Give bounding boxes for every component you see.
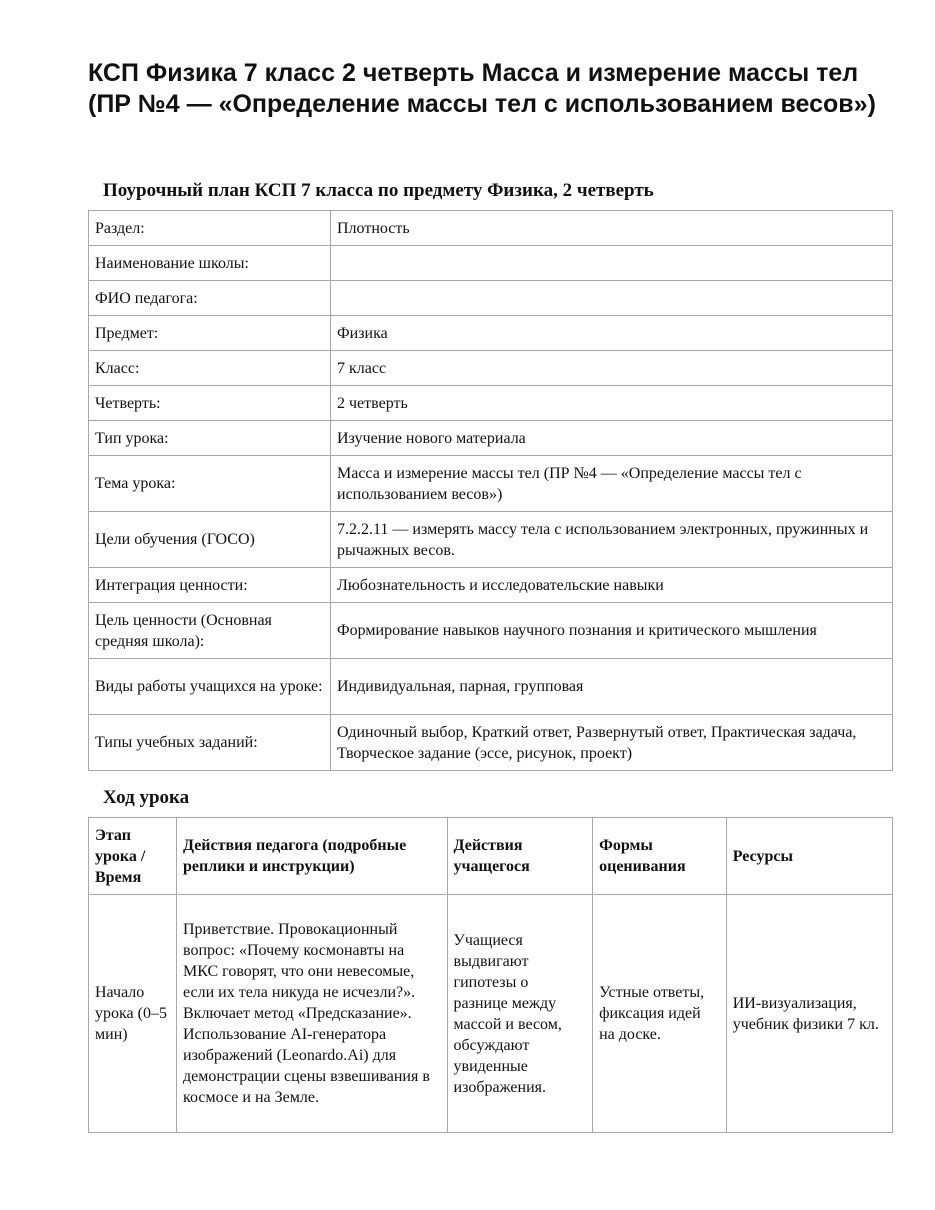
- info-value: Формирование навыков научного познания и критического мышления: [331, 603, 893, 659]
- info-row-teacher: [89, 281, 893, 316]
- info-value: Индивидуальная, парная, групповая: [331, 659, 893, 715]
- info-value: [331, 246, 893, 281]
- info-row-section: [89, 211, 893, 246]
- lesson-table-header-row: [89, 818, 893, 895]
- info-row-quarter: [89, 386, 893, 421]
- info-value: [331, 281, 893, 316]
- column-header-stage: Этап урока / Время: [89, 818, 177, 895]
- info-label: Тема урока:: [89, 456, 331, 512]
- info-row-value-goal: [89, 603, 893, 659]
- info-value: Масса и измерение массы тел (ПР №4 — «Определение массы тел с использованием весов»): [331, 456, 893, 512]
- info-value: Плотность: [331, 211, 893, 246]
- info-row-work-types: [89, 659, 893, 715]
- info-label: ФИО педагога:: [89, 281, 331, 316]
- info-label: Цели обучения (ГОСО): [89, 512, 331, 568]
- lesson-info-table: [88, 210, 893, 771]
- info-label: Четверть:: [89, 386, 331, 421]
- info-row-subject: [89, 316, 893, 351]
- stage-cell: Начало урока (0–5 мин): [89, 895, 177, 1133]
- info-row-task-types: [89, 715, 893, 771]
- info-value: 2 четверть: [331, 386, 893, 421]
- info-label: Наименование школы:: [89, 246, 331, 281]
- info-value: 7.2.2.11 — измерять массу тела с использованием электронных, пружинных и рычажных весов.: [331, 512, 893, 568]
- lesson-progress-heading: Ход урока: [103, 787, 190, 808]
- teacher-actions-cell: Приветствие. Провокационный вопрос: «Почему космонавты на МКС говорят, что они невесомые, если их тела никуда не исчезли?». Включает метод «Предсказание». Использование AI-генератора изображений (Leonardo.Ai) для демонстрации сцены взвешивания в космосе и на Земле.: [177, 895, 448, 1133]
- info-label: Тип урока:: [89, 421, 331, 456]
- lesson-progress-table: [88, 817, 893, 1133]
- info-row-lesson-type: [89, 421, 893, 456]
- info-row-learning-goals: [89, 512, 893, 568]
- info-value: Физика: [331, 316, 893, 351]
- info-label: Интеграция ценности:: [89, 568, 331, 603]
- column-header-student-actions: Действия учащегося: [447, 818, 593, 895]
- info-row-grade: [89, 351, 893, 386]
- table-row: [89, 895, 893, 1133]
- info-value: Любознательность и исследовательские навыки: [331, 568, 893, 603]
- info-row-value-integration: [89, 568, 893, 603]
- document-title: КСП Физика 7 класс 2 четверть Масса и измерение массы тел (ПР №4 — «Определение массы тел с использованием весов»): [88, 59, 876, 118]
- info-label: Раздел:: [89, 211, 331, 246]
- assessment-cell: Устные ответы, фиксация идей на доске.: [593, 895, 727, 1133]
- info-row-school: [89, 246, 893, 281]
- info-label: Виды работы учащихся на уроке:: [89, 659, 331, 715]
- column-header-teacher-actions: Действия педагога (подробные реплики и инструкции): [177, 818, 448, 895]
- info-label: Класс:: [89, 351, 331, 386]
- info-label: Цель ценности (Основная средняя школа):: [89, 603, 331, 659]
- info-value: Изучение нового материала: [331, 421, 893, 456]
- info-row-topic: [89, 456, 893, 512]
- info-value: 7 класс: [331, 351, 893, 386]
- info-label: Типы учебных заданий:: [89, 715, 331, 771]
- plan-heading: Поурочный план КСП 7 класса по предмету Физика, 2 четверть: [103, 180, 654, 201]
- info-label: Предмет:: [89, 316, 331, 351]
- column-header-resources: Ресурсы: [726, 818, 892, 895]
- resources-cell: ИИ-визуализация, учебник физики 7 кл.: [726, 895, 892, 1133]
- info-value: Одиночный выбор, Краткий ответ, Развернутый ответ, Практическая задача, Творческое задание (эссе, рисунок, проект): [331, 715, 893, 771]
- column-header-assessment: Формы оценивания: [593, 818, 727, 895]
- student-actions-cell: Учащиеся выдвигают гипотезы о разнице между массой и весом, обсуждают увиденные изображения.: [447, 895, 593, 1133]
